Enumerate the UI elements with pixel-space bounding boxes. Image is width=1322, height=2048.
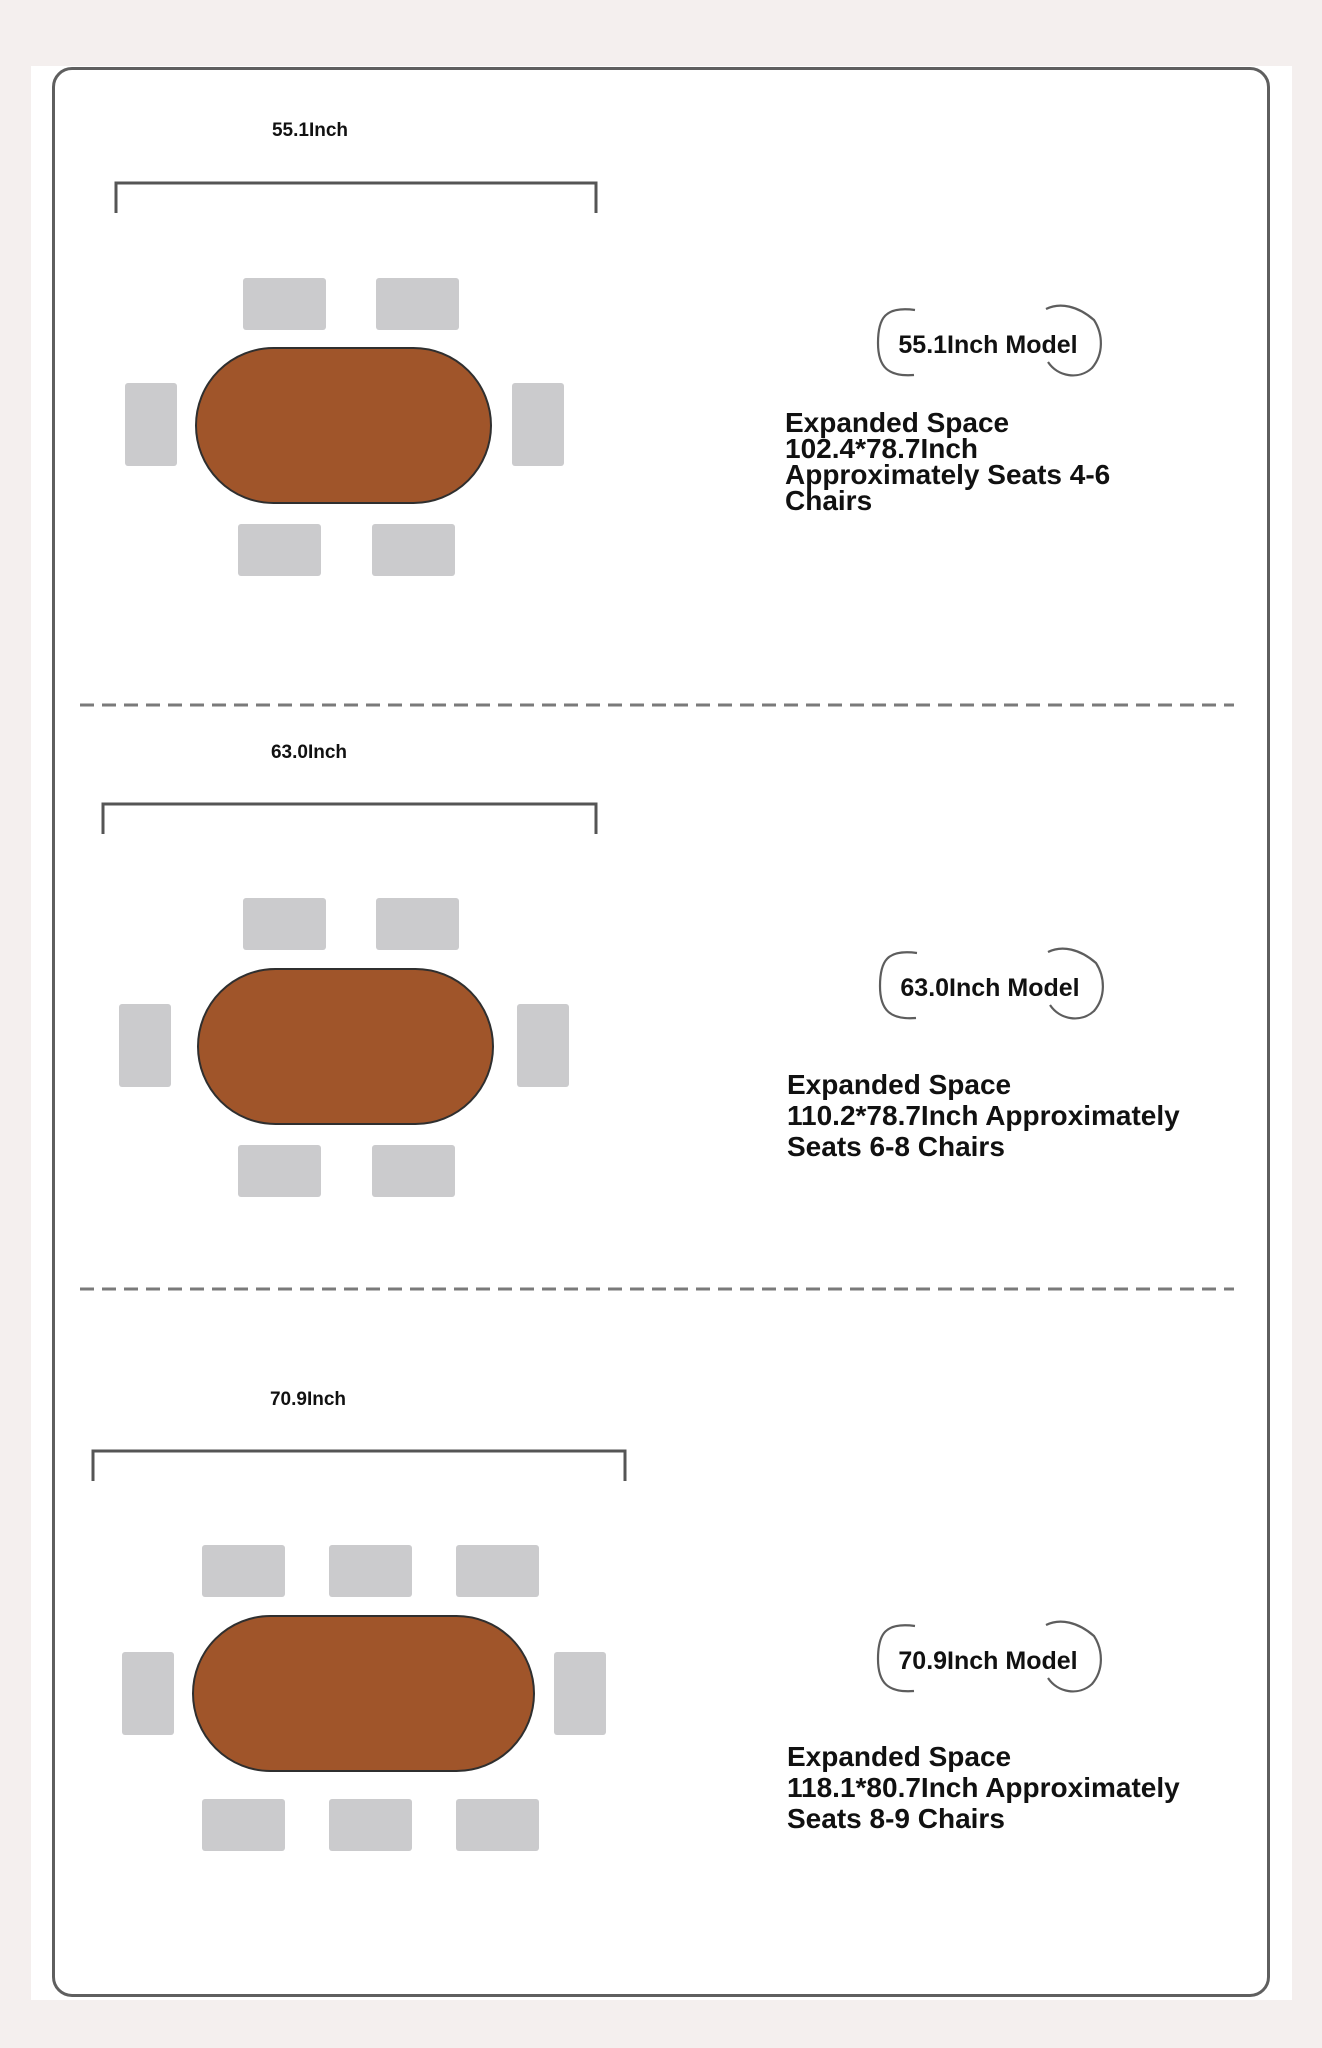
section-3-chair-bottom-3	[456, 1799, 539, 1851]
section-1-spec-line-3: Approximately Seats 4-6	[785, 459, 1111, 490]
section-1-dimension-bracket	[116, 183, 596, 213]
section-1-chair-top-2	[376, 278, 459, 330]
section-1-layout	[116, 183, 596, 576]
section-1-chair-left	[125, 383, 177, 466]
section-1-model-badge: 55.1Inch Model	[898, 331, 1078, 359]
section-3-spec-line-3: Seats 8-9 Chairs	[787, 1803, 1005, 1834]
section-2-table	[198, 969, 493, 1124]
section-1-chair-top-1	[243, 278, 326, 330]
section-2-spec-line-3: Seats 6-8 Chairs	[787, 1131, 1005, 1162]
section-2-spec-line-1: Expanded Space	[787, 1069, 1012, 1100]
section-1-spec-line-2: 102.4*78.7Inch	[785, 433, 979, 464]
section-3-dimension-bracket	[93, 1451, 625, 1481]
section-3-chair-bottom-2	[329, 1799, 412, 1851]
section-3-width-label: 70.9Inch	[269, 1389, 347, 1410]
section-2-spec-line-2: 110.2*78.7Inch Approximately	[787, 1100, 1180, 1131]
section-1-specification	[785, 407, 1111, 516]
section-2-specification	[787, 1069, 1180, 1162]
section-2-chair-bottom-1	[238, 1145, 321, 1197]
section-1-chair-right	[512, 383, 564, 466]
section-1-chair-bottom-1	[238, 524, 321, 576]
section-2-chair-top-1	[243, 898, 326, 950]
section-2-chair-right	[517, 1004, 569, 1087]
section-1-chair-bottom-2	[372, 524, 455, 576]
section-3-table	[193, 1616, 534, 1771]
section-1-spec-line-1: Expanded Space	[785, 407, 1010, 438]
section-1-table	[196, 348, 491, 503]
section-3-chair-left	[122, 1652, 174, 1735]
section-3-specification	[787, 1741, 1180, 1834]
section-2-model-badge: 63.0Inch Model	[900, 974, 1080, 1002]
section-3-chair-right	[554, 1652, 606, 1735]
section-3-chair-top-2	[329, 1545, 412, 1597]
section-1-width-label: 55.1Inch	[271, 120, 349, 141]
section-3-chair-bottom-1	[202, 1799, 285, 1851]
section-2-layout	[103, 804, 596, 1197]
section-3-spec-line-2: 118.1*80.7Inch Approximately	[787, 1772, 1180, 1803]
section-2-width-label: 63.0Inch	[270, 742, 348, 763]
section-2-chair-bottom-2	[372, 1145, 455, 1197]
section-2-dimension-bracket	[103, 804, 596, 834]
section-2-chair-left	[119, 1004, 171, 1087]
section-1-spec-line-4: Chairs	[785, 485, 873, 516]
section-3-layout	[93, 1451, 625, 1851]
section-2-chair-top-2	[376, 898, 459, 950]
section-3-spec-line-1: Expanded Space	[787, 1741, 1012, 1772]
section-3-chair-top-3	[456, 1545, 539, 1597]
section-3-model-badge: 70.9Inch Model	[898, 1647, 1078, 1675]
section-3-chair-top-1	[202, 1545, 285, 1597]
